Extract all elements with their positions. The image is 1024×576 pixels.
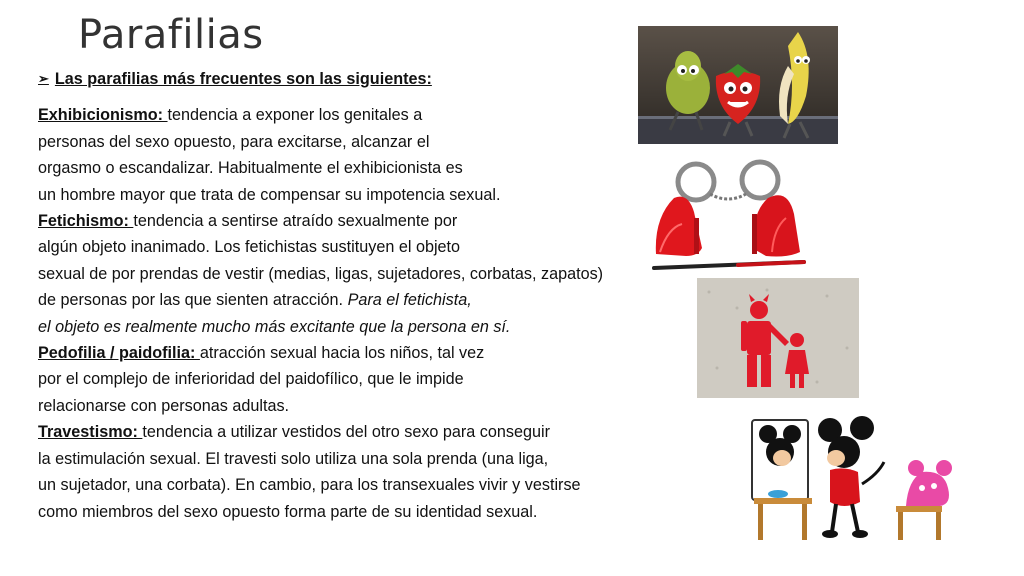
italic-text: Para el fetichista, [347,291,472,310]
term-travestismo: Travestismo: [38,423,143,442]
page-title: Parafilias [78,12,264,58]
travestismo-line-1 [38,419,643,445]
text-line: un sujetador, una corbata). En cambio, para los transexuales vivir y vestirse [38,476,581,495]
pedofilia-line-1 [38,340,643,366]
term-pedofilia: Pedofilia / paidofilia: [38,344,200,363]
text-span: tendencia a sentirse atraído sexualmente por [133,212,458,231]
red-heels-handcuffs-image [648,158,808,274]
text-line: relacionarse con personas adultas. [38,396,290,415]
text-line: orgasmo o escandalizar. Habitualmente el exhibicionista es [38,159,463,178]
text-line: personas del sexo opuesto, para excitarse, alcanzar el [38,132,430,151]
fetichismo-line-1 [38,208,643,234]
slide-body [38,66,643,525]
text-line: sexual de por prendas de vestir (medias, ligas, sujetadores, corbatas, zapatos) [38,264,604,283]
intro-bullet [38,66,643,92]
intro-text: Las parafilias más frecuentes son las siguientes: [54,70,432,88]
adult-child-sign-image [697,278,859,398]
text-span: atracción sexual hacia los niños, tal vez [199,344,485,363]
exhibicionismo-line-1 [38,102,643,128]
text-span: de personas por las que sienten atracción. [38,291,348,310]
term-fetichismo: Fetichismo: [38,212,134,231]
italic-line: el objeto es realmente mucho más excitante que la persona en sí. [38,317,511,336]
text-line: un hombre mayor que trata de compensar su impotencia sexual. [38,185,501,204]
text-span: tendencia a exponer los genitales a [167,106,423,125]
text-line: algún objeto inanimado. Los fetichistas sustituyen el objeto [38,238,461,257]
arrow-bullet-icon: ➢ [38,71,49,86]
text-line: la estimulación sexual. El travesti solo utiliza una sola prenda (una liga, [38,449,549,468]
term-exhibicionismo: Exhibicionismo: [38,106,168,125]
cartoon-fruits-image [638,26,838,144]
text-span: tendencia a utilizar vestidos del otro sexo para conseguir [142,423,550,442]
fetichismo-line-4 [38,287,643,313]
cartoon-mice-image [738,414,978,544]
text-line: por el complejo de inferioridad del paidofílico, que le impide [38,370,464,389]
text-line: como miembros del sexo opuesto forma parte de su identidad sexual. [38,502,538,521]
